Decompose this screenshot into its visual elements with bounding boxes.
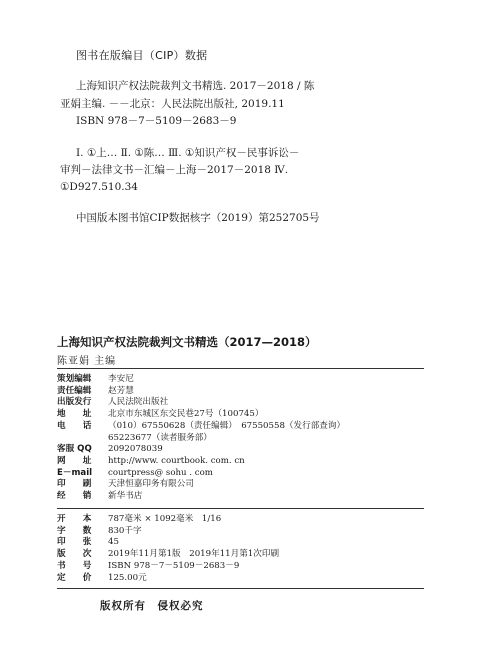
staff-value: 人民法院出版社	[108, 397, 169, 408]
cip-approval-number: 中国版本图书馆CIP数据核字（2019）第252705号	[76, 212, 320, 224]
staff-value: 李安尼	[108, 374, 134, 384]
divider-top	[57, 368, 424, 369]
spec-value: 787毫米 × 1092毫米 1/16	[108, 514, 222, 524]
spec-label: 开 本	[57, 514, 92, 524]
spec-label: 版 次	[57, 549, 92, 560]
cip-line-1: 上海知识产权法院裁判文书精选. 2017－2018 / 陈	[76, 80, 315, 92]
staff-value: 新华书店	[108, 491, 143, 501]
copyright-notice: 版权所有 侵权必究	[100, 600, 204, 612]
spec-value: 125.00元	[108, 572, 147, 583]
book-author: 陈亚娟 主编	[57, 356, 117, 367]
divider-bottom	[57, 588, 424, 589]
cip-classification-line-1: Ⅰ. ①上… Ⅱ. ①陈… Ⅲ. ①知识产权－民事诉讼－	[76, 147, 300, 159]
staff-label: 客服 QQ	[57, 444, 92, 455]
staff-label: 地 址	[57, 409, 92, 420]
staff-label: 责任编辑	[57, 385, 92, 396]
cip-heading: 图书在版编目（CIP）数据	[76, 49, 208, 62]
book-title: 上海知识产权法院裁判文书精选（2017—2018）	[57, 335, 317, 349]
spec-label: 字 数	[57, 525, 92, 536]
spec-value: 45	[108, 537, 119, 548]
spec-value: 830千字	[108, 525, 142, 536]
spec-label: 书 号	[57, 560, 92, 571]
staff-label: 经 销	[57, 491, 92, 501]
staff-value: http://www. courtbook. com. cn	[108, 455, 245, 466]
cip-line-2: 亚娟主编. －－北京：人民法院出版社, 2019.11	[60, 98, 285, 110]
spec-label: 定 价	[57, 572, 92, 583]
staff-value: 赵芳慧	[108, 385, 134, 396]
spec-label: 印 张	[57, 537, 92, 548]
cip-classification-line-2: 审判－法律文书－汇编－上海－2017－2018 Ⅳ.	[60, 164, 289, 176]
staff-label: 策划编辑	[57, 374, 92, 384]
spec-value: ISBN 978－7－5109－2683－9	[108, 560, 240, 571]
staff-value: 65223677（读者服务部）	[108, 432, 212, 443]
staff-value: 2092078039	[108, 444, 163, 455]
cip-isbn: ISBN 978－7－5109－2683－9	[76, 115, 237, 127]
staff-value: courtpress@ sohu . com	[108, 467, 213, 478]
staff-value: 天津恒嘉印务有限公司	[108, 479, 194, 490]
spec-value: 2019年11月第1版 2019年11月第1次印刷	[108, 549, 280, 560]
staff-value: 北京市东城区东交民巷27号（100745）	[108, 409, 264, 420]
staff-label: 网 址	[57, 455, 92, 466]
staff-label: 出版发行	[57, 397, 92, 408]
staff-label: E－mail	[57, 467, 93, 478]
cip-classification-line-3: ①D927.510.34	[60, 181, 138, 193]
staff-label: 电 话	[57, 420, 92, 431]
divider-middle	[57, 508, 424, 509]
staff-value: （010）67550628（责任编辑） 67550558（发行部查询）	[108, 420, 346, 431]
staff-label: 印 刷	[57, 479, 92, 490]
